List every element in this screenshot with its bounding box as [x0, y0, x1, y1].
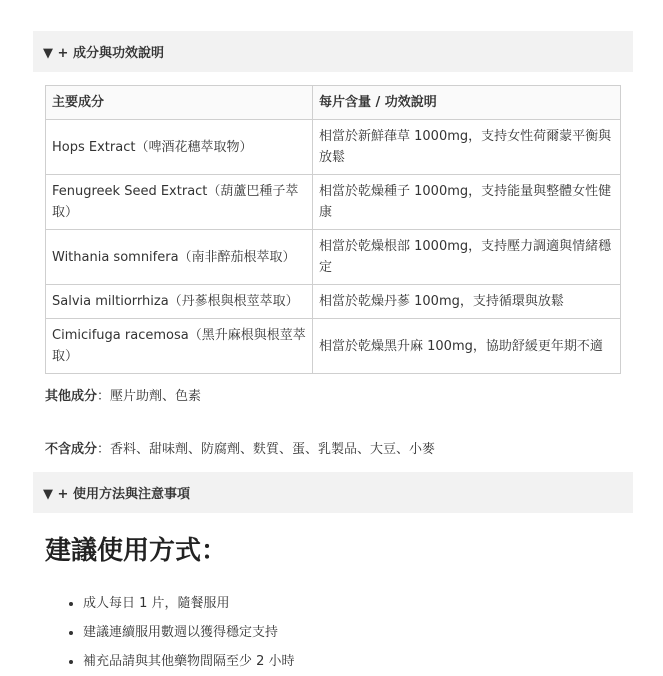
ingredient-name: Hops Extract（啤酒花穗萃取物）	[46, 120, 313, 175]
ingredient-amount: 相當於乾燥種子 1000mg，支持能量與整體女性健康	[313, 175, 621, 230]
product-details	[33, 31, 633, 676]
usage-section-title: ▼ + 使用方法與注意事項	[43, 487, 190, 502]
ingredient-amount: 相當於新鮮葎草 1000mg，支持女性荷爾蒙平衡與放鬆	[313, 120, 621, 175]
other-ingredients-value: ：壓片助劑、色素	[97, 389, 202, 404]
ingredient-amount: 相當於乾燥黑升麻 100mg，協助舒緩更年期不適	[313, 319, 621, 374]
table-row	[46, 319, 621, 374]
header-ingredient: 主要成分	[46, 86, 313, 120]
excluded-ingredients-label: 不含成分	[45, 442, 98, 457]
ingredient-amount: 相當於乾燥根部 1000mg，支持壓力調適與情緒穩定	[313, 230, 621, 285]
ingredients-content	[33, 72, 633, 460]
ingredient-amount: 相當於乾燥丹蔘 100mg，支持循環與放鬆	[313, 285, 621, 319]
list-item: • 成人每日 1 片，隨餐服用	[83, 589, 633, 618]
usage-list	[45, 589, 633, 676]
ingredient-name: Cimicifuga racemosa（黑升麻根與根莖萃取）	[46, 319, 313, 374]
other-ingredients-label: 其他成分	[45, 389, 98, 404]
other-ingredients	[45, 387, 621, 407]
ingredients-section-title: ▼ + 成分與功效說明	[43, 46, 164, 61]
ingredients-section-toggle[interactable]	[33, 31, 633, 72]
header-amount: 每片含量 / 功效說明	[313, 86, 621, 120]
table-row	[46, 230, 621, 285]
ingredient-name: Withania somnifera（南非醉茄根萃取）	[46, 230, 313, 285]
table-row	[46, 285, 621, 319]
list-item: • 建議連續服用數週以獲得穩定支持	[83, 618, 633, 647]
table-row	[46, 175, 621, 230]
excluded-ingredients-value: ：香料、甜味劑、防腐劑、麩質、蛋、乳製品、大豆、小麥	[97, 442, 436, 457]
usage-heading: 建議使用方式：	[45, 536, 228, 566]
usage-section-toggle[interactable]	[33, 472, 633, 513]
list-item: • 補充品請與其他藥物間隔至少 2 小時	[83, 647, 633, 676]
ingredient-name: Salvia miltiorrhiza（丹蔘根與根莖萃取）	[46, 285, 313, 319]
ingredients-table	[45, 85, 621, 374]
table-header-row	[46, 86, 621, 120]
table-row	[46, 120, 621, 175]
ingredient-name: Fenugreek Seed Extract（葫蘆巴種子萃取）	[46, 175, 313, 230]
excluded-ingredients	[45, 440, 621, 460]
